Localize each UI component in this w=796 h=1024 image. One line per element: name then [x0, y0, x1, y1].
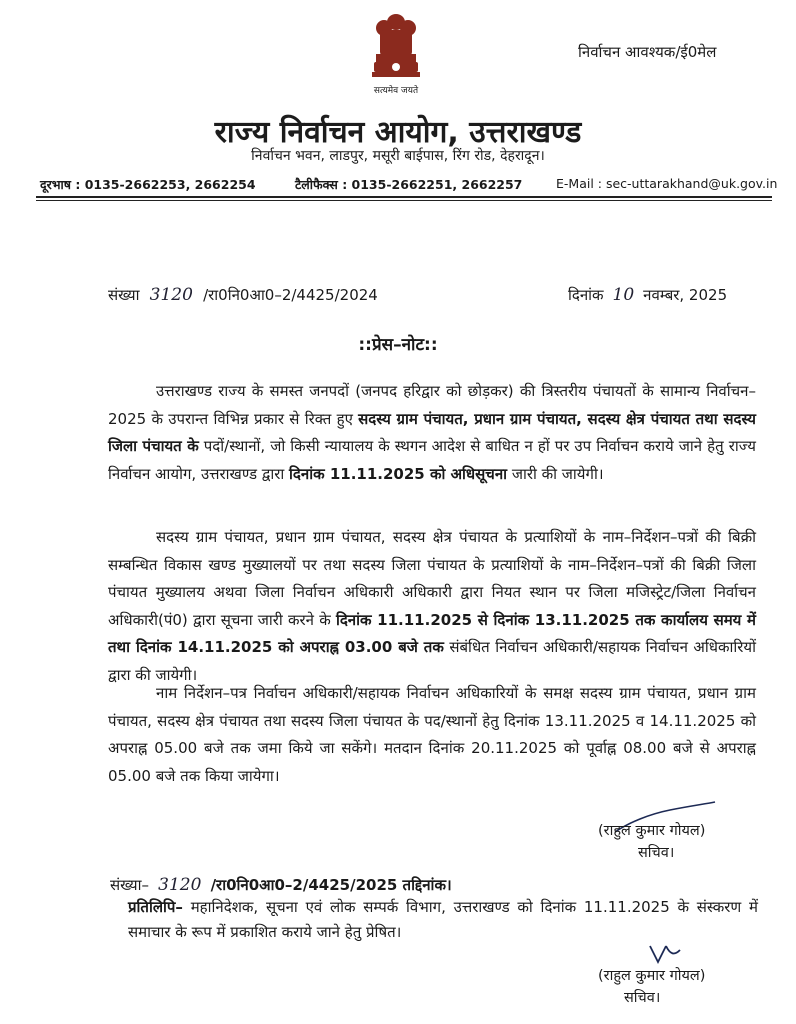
signatory-block-2: [598, 965, 705, 1009]
organization-address: निर्वाचन भवन, लाडपुर, मसूरी बाईपास, रिंग रोड, देहरादून।: [251, 148, 545, 164]
signatory-block-1: [598, 820, 705, 864]
email-address: E-Mail : sec-uttarakhand@uk.gov.in: [556, 176, 778, 191]
copy-number-label: संख्या–: [110, 876, 150, 894]
handwritten-number: 3120: [149, 285, 193, 305]
p2-text-b: संबंधित निर्वाचन अधिकारी/सहायक निर्वाचन अधिकारियों द्वारा की जायेगी।: [108, 638, 756, 684]
priority-tag: निर्वाचन आवश्यक/ई0मेल: [578, 43, 717, 61]
reference-date-label: दिनांक: [568, 286, 604, 304]
paragraph-1: [108, 378, 756, 488]
copy-paragraph: [128, 895, 758, 945]
p1-bold-b: दिनांक 11.11.2025 को अधिसूचना: [289, 464, 508, 483]
national-emblem: [360, 10, 432, 90]
copy-text: महानिदेशक, सूचना एवं लोक सम्पर्क विभाग, उत्तराखण्ड को दिनांक 11.11.2025 के संस्करण में समाचार के रूप में प्रकाशित कराये जाने हेतु प्रेषित।: [128, 898, 758, 941]
paragraph-3: [108, 680, 756, 790]
reference-number: [108, 285, 378, 305]
p2-text-a: सदस्य ग्राम पंचायत, प्रधान ग्राम पंचायत, सदस्य क्षेत्र पंचायत के प्रत्याशियों के नाम–निर्देशन–पत्रों की बिक्री सम्बन्धित विकास खण्ड मुख्यालयों पर तथा सदस्य जिला पंचायत के प्रत्याशियों के नाम–निर्देशन–पत्रों की बिक्री जिला पंचायत मुख्यालय अथवा जिला निर्वाचन अधिकारी अधिकारी द्वारा नियत स्थान पर जिला मजिस्ट्रेट/जिला निर्वाचन अधिकारी(पं0) द्वारा सूचना जारी करने के: [108, 528, 756, 629]
header-rule: [36, 196, 772, 198]
copy-number-suffix: /रा0नि0आ0–2/4425/2025 तद्दिनांक।: [210, 876, 452, 894]
p1-text-c: जारी की जायेगी।: [507, 464, 604, 483]
p3-text: नाम निर्देशन–पत्र निर्वाचन अधिकारी/सहायक निर्वाचन अधिकारियों के समक्ष सदस्य ग्राम पंचायत, प्रधान ग्राम पंचायत, सदस्य क्षेत्र पंचायत तथा सदस्य जिला पंचायत के पद/स्थानों हेतु दिनांक 13.11.2025 व 14.11.2025 को अपराह्न 05.00 बजे तक जमा किये जा सकेंगे। मतदान दिनांक 20.11.2025 को पूर्वाह्न 08.00 बजे से अपराह्न 05.00 बजे तक किया जायेगा।: [108, 684, 756, 785]
copy-handwritten-number: 3120: [158, 875, 202, 895]
phone-number: दूरभाष : 0135-2662253, 2662254: [40, 177, 256, 192]
press-note-title: ::प्रेस–नोट::: [358, 335, 438, 355]
fax-number: टैलीफैक्स : 0135-2662251, 2662257: [295, 177, 523, 192]
signatory-designation-1: सचिव।: [638, 845, 675, 861]
signatory-name-2: (राहुल कुमार गोयल): [598, 968, 706, 984]
organization-title: राज्य निर्वाचन आयोग, उत्तराखण्ड: [214, 115, 582, 150]
paragraph-2: [108, 524, 756, 689]
p1-text-b: पदों/स्थानों, जो किसी न्यायालय के स्थगन आदेश से बाधित न हों पर उप निर्वाचन कराये जाने हेतु राज्य निर्वाचन आयोग, उत्तराखण्ड द्वारा: [108, 437, 756, 483]
signatory-name-1: (राहुल कुमार गोयल): [598, 823, 706, 839]
reference-date-suffix: नवम्बर, 2025: [643, 286, 728, 304]
handwritten-date: 10: [612, 285, 635, 305]
p2-bold-a: दिनांक 11.11.2025 से दिनांक 13.11.2025 तक कार्यालय समय में तथा दिनांक 14.11.2025 को अपराह्न 03.00 बजे तक: [108, 610, 757, 656]
reference-date: [568, 285, 727, 305]
emblem-motto: सत्यमेव जयते: [373, 86, 419, 96]
reference-number-label: संख्या: [108, 286, 140, 304]
signatory-designation-2: सचिव।: [624, 990, 661, 1006]
copy-reference-number: [110, 875, 452, 895]
p1-bold-a: सदस्य ग्राम पंचायत, प्रधान ग्राम पंचायत, सदस्य क्षेत्र पंचायत तथा सदस्य जिला पंचायत के: [108, 409, 756, 455]
copy-label: प्रतिलिपि–: [128, 898, 183, 916]
reference-number-suffix: /रा0नि0आ0–2/4425/2024: [203, 286, 378, 304]
p1-text-a: उत्तराखण्ड राज्य के समस्त जनपदों (जनपद हरिद्वार को छोड़कर) की त्रिस्तरीय पंचायतों के सामान्य निर्वाचन–2025 के उपरान्त विभिन्न प्रकार से रिक्त हुए: [108, 382, 756, 428]
header-rule-thin: [36, 200, 772, 201]
